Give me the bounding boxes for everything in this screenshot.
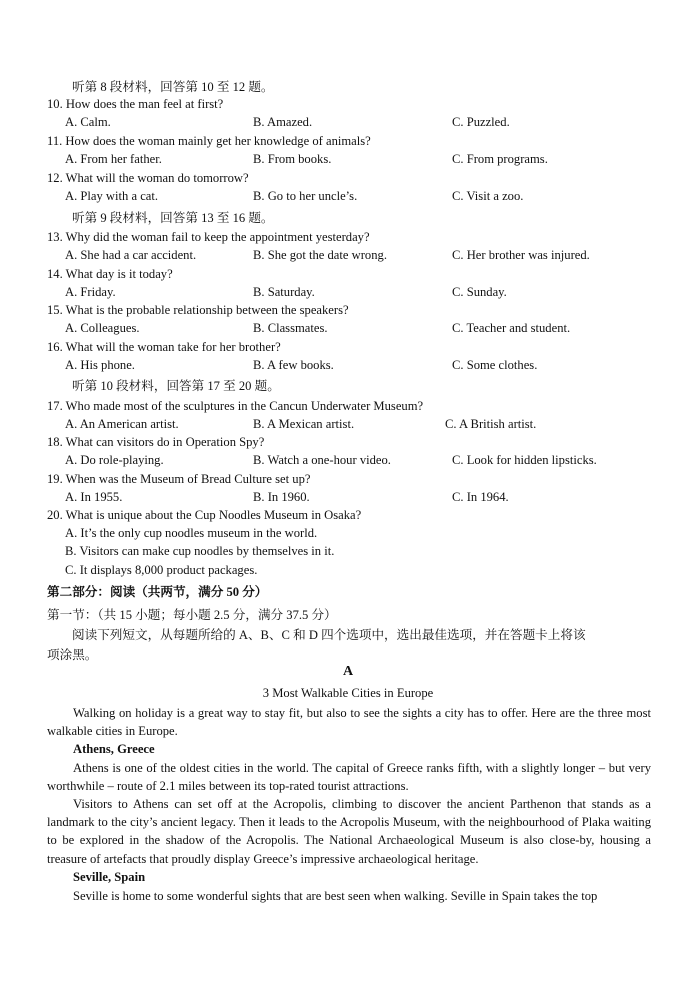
intro-paragraph <box>47 704 651 740</box>
question-14-option-b: B. Saturday. <box>253 285 315 299</box>
question-11-option-b: B. From books. <box>253 152 332 166</box>
question-19-option-c: C. In 1964. <box>452 490 509 504</box>
question-16-option-b: B. A few books. <box>253 358 334 372</box>
question-17-option-a: A. An American artist. <box>65 417 179 431</box>
reading-instruction-line-2: 项涂黑。 <box>47 648 98 662</box>
passage-letter: A <box>342 664 354 679</box>
athens-paragraph-2-text: Visitors to Athens can set off at the Acropolis, climbing to discover the ancient Parthenon that stands as a landmark to the city’s ancient legacy. Then it leads to the Acropolis Museum, with the neighbourhood of Plaka waiting to be explored in the shadow of the Acropolis. The National Archaeological Museum is also close-by, housing a treasure of artefacts that proudly display Greece’s impressive archaeological heritage. <box>47 797 651 866</box>
question-18-option-b: B. Watch a one-hour video. <box>253 453 391 467</box>
question-19: 19. When was the Museum of Bread Culture set up? <box>47 472 311 486</box>
seville-heading: Seville, Spain <box>73 870 146 884</box>
question-16-option-c: C. Some clothes. <box>452 358 538 372</box>
question-11-option-a: A. From her father. <box>65 152 162 166</box>
question-13-option-b: B. She got the date wrong. <box>253 248 387 262</box>
question-18-option-c: C. Look for hidden lipsticks. <box>452 453 597 467</box>
section-10-instruction: 听第 10 段材料，回答第 17 至 20 题。 <box>72 379 280 393</box>
question-19-option-a: A. In 1955. <box>65 490 123 504</box>
question-14-option-a: A. Friday. <box>65 285 116 299</box>
athens-heading: Athens, Greece <box>73 742 155 756</box>
question-15-option-c: C. Teacher and student. <box>452 321 571 335</box>
question-10-option-b: B. Amazed. <box>253 115 313 129</box>
question-16-option-a: A. His phone. <box>65 358 135 372</box>
question-16: 16. What will the woman take for her brother? <box>47 340 281 354</box>
question-12-option-c: C. Visit a zoo. <box>452 189 524 203</box>
question-18: 18. What can visitors do in Operation Spy? <box>47 435 265 449</box>
question-19-option-b: B. In 1960. <box>253 490 310 504</box>
question-17-option-c: C. A British artist. <box>445 417 537 431</box>
question-11-option-c: C. From programs. <box>452 152 548 166</box>
question-13: 13. Why did the woman fail to keep the appointment yesterday? <box>47 230 370 244</box>
question-20-option-b: B. Visitors can make cup noodles by themselves in it. <box>65 544 335 558</box>
intro-text: Walking on holiday is a great way to stay fit, but also to see the sights a city has to offer. Here are the three most walkable cities in Europe. <box>47 706 651 739</box>
reading-instruction-line-1: 阅读下列短文，从每题所给的 A、B、C 和 D 四个选项中，选出最佳选项，并在答题卡上将该 <box>72 628 586 642</box>
question-12-option-b: B. Go to her uncle’s. <box>253 189 358 203</box>
question-17: 17. Who made most of the sculptures in the Cancun Underwater Museum? <box>47 399 424 413</box>
question-12: 12. What will the woman do tomorrow? <box>47 171 249 185</box>
part-two-title: 第二部分：阅读（共两节，满分 50 分） <box>47 585 268 599</box>
athens-paragraph-2 <box>47 795 651 868</box>
question-13-option-c: C. Her brother was injured. <box>452 248 590 262</box>
question-20: 20. What is unique about the Cup Noodles Museum in Osaka? <box>47 508 362 522</box>
question-15-option-b: B. Classmates. <box>253 321 328 335</box>
section-9-instruction: 听第 9 段材料，回答第 13 至 16 题。 <box>72 211 274 225</box>
passage-title: 3 Most Walkable Cities in Europe <box>262 686 434 700</box>
section-8-instruction: 听第 8 段材料，回答第 10 至 12 题。 <box>72 80 274 94</box>
athens-paragraph-1-text: Athens is one of the oldest cities in the world. The capital of Greece ranks fifth, with a slightly longer – but very worthwhile – route of 2.1 miles between its top-rated tourist attractions. <box>47 761 651 794</box>
question-20-option-c: C. It displays 8,000 product packages. <box>65 563 258 577</box>
question-14-option-c: C. Sunday. <box>452 285 507 299</box>
question-20-option-a: A. It’s the only cup noodles museum in the world. <box>65 526 318 540</box>
section-one-title: 第一节：（共 15 小题；每小题 2.5 分，满分 37.5 分） <box>47 608 337 622</box>
seville-paragraph-1 <box>47 887 651 905</box>
question-17-option-b: B. A Mexican artist. <box>253 417 355 431</box>
question-18-option-a: A. Do role-playing. <box>65 453 164 467</box>
question-13-option-a: A. She had a car accident. <box>65 248 197 262</box>
question-10: 10. How does the man feel at first? <box>47 97 224 111</box>
question-11: 11. How does the woman mainly get her knowledge of animals? <box>47 134 371 148</box>
seville-paragraph-1-text: Seville is home to some wonderful sights that are best seen when walking. Seville in Spain takes the top <box>73 889 598 903</box>
question-15-option-a: A. Colleagues. <box>65 321 140 335</box>
question-14: 14. What day is it today? <box>47 267 173 281</box>
question-15: 15. What is the probable relationship between the speakers? <box>47 303 349 317</box>
question-10-option-c: C. Puzzled. <box>452 115 510 129</box>
question-10-option-a: A. Calm. <box>65 115 111 129</box>
question-12-option-a: A. Play with a cat. <box>65 189 159 203</box>
athens-paragraph-1 <box>47 759 651 795</box>
